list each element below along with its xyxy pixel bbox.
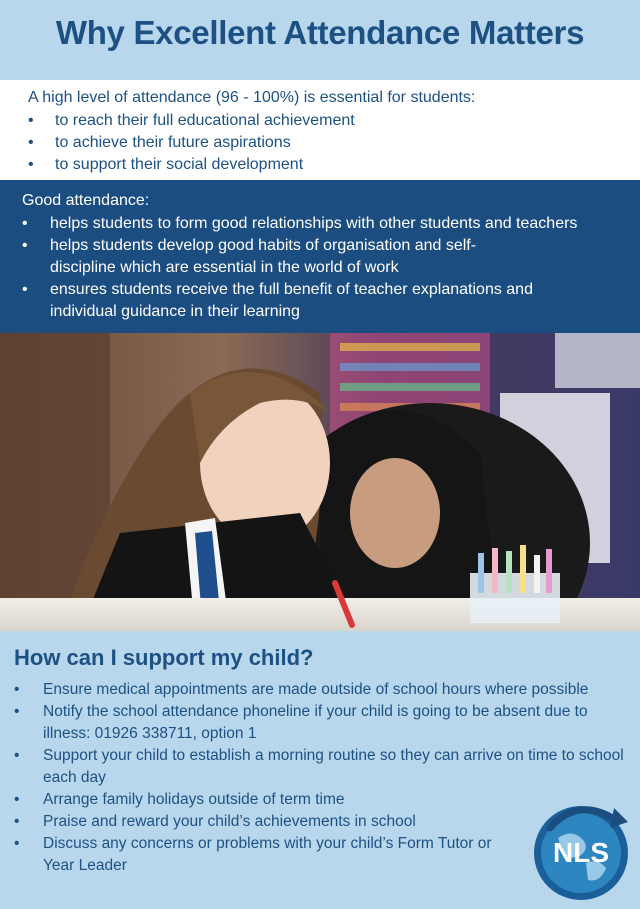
students-photo [0,333,640,631]
list-item: • Notify the school attendance phoneline if your child is going to be absent due to illness: 01926 338711, option 1 [14,701,626,745]
list-item: • Ensure medical appointments are made outside of school hours where possible [14,679,626,701]
nls-logo [528,798,634,904]
list-item: • to achieve their future aspirations [28,132,355,154]
list-item: • to reach their full educational achievement [28,110,355,132]
list-item: • ensures students receive the full benefit of teacher explanations and individual guidance in their learning [22,279,634,323]
list-item: • to support their social development [28,154,355,176]
page-title: Why Excellent Attendance Matters [55,14,585,51]
list-item: • Arrange family holidays outside of term time [14,789,626,811]
intro-section [0,80,640,180]
header-band [0,0,640,80]
support-heading: How can I support my child? [14,645,314,670]
good-attendance-list [22,213,634,323]
list-item: • Discuss any concerns or problems with your child’s Form Tutor or Year Leader [14,833,626,877]
intro-list [28,110,355,176]
list-item: • Praise and reward your child’s achievements in school [14,811,626,833]
list-item: • Support your child to establish a morning routine so they can arrive on time to school each day [14,745,626,789]
list-item: • helps students develop good habits of organisation and self-discipline which are essential in the world of work [22,235,634,279]
good-attendance-text: Good attendance: [22,192,150,209]
intro-text: A high level of attendance (96 - 100%) is essential for students: [28,89,476,106]
list-item: • helps students to form good relationships with other students and teachers [22,213,634,235]
logo-text: NLS [553,837,609,868]
good-attendance-section [0,180,640,333]
